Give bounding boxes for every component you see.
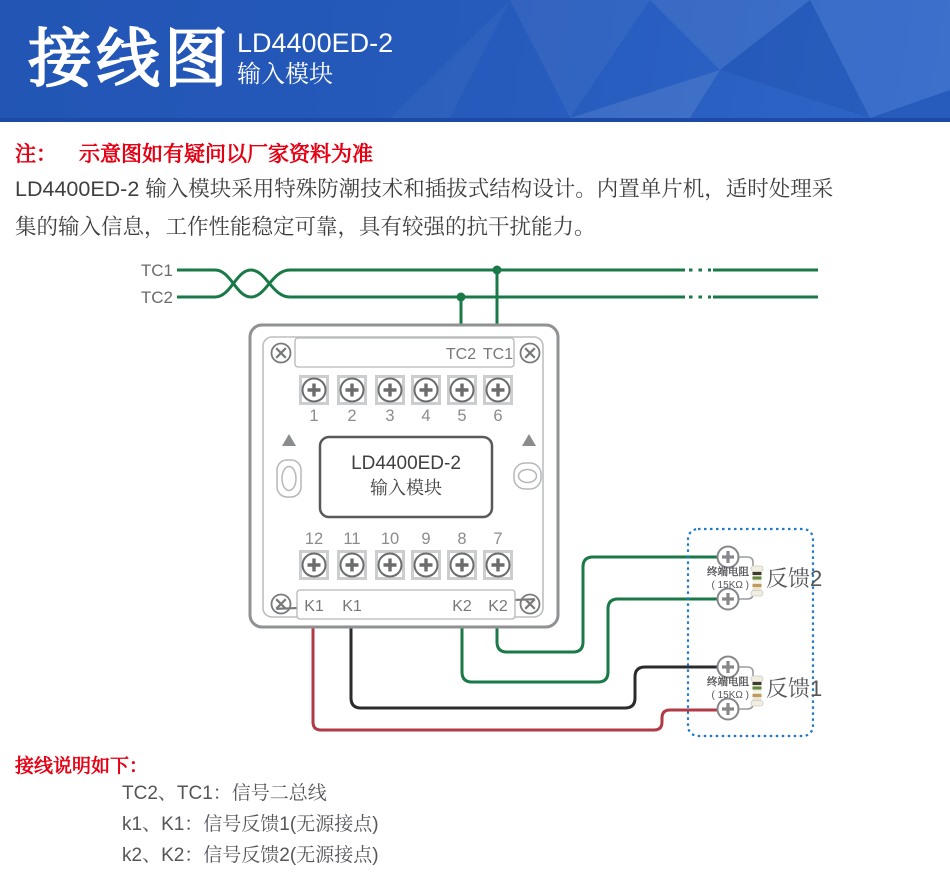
strip-label-tc1: TC1 xyxy=(482,346,514,363)
legend-item-k2: k2、K2：信号反馈2(无源接点) xyxy=(122,845,379,866)
warning-note xyxy=(15,138,373,168)
bus-line1-label: TC1 xyxy=(140,261,173,280)
svg-text:3: 3 xyxy=(385,407,395,425)
svg-text:11: 11 xyxy=(343,530,361,548)
header-subtitle-block xyxy=(237,27,393,90)
top-terminal-strip xyxy=(295,338,514,367)
resistor-icon xyxy=(751,676,763,706)
note-text: 示意图如有疑问以厂家资料为准 xyxy=(79,143,373,166)
legend-item-bus: TC2、TC1：信号二总线 xyxy=(122,783,327,804)
module-type-label: 输入模块 xyxy=(237,61,333,88)
description-line-1: LD4400ED-2 输入模块采用特殊防潮技术和插拔式结构设计。内置单片机，适时处理采 xyxy=(15,177,834,201)
header-polygon-decoration xyxy=(390,0,950,118)
page-header xyxy=(0,0,950,122)
legend-item-k1: k1、K1：信号反馈1(无源接点) xyxy=(122,814,379,835)
svg-text:1: 1 xyxy=(309,407,319,425)
svg-text:K2: K2 xyxy=(488,598,508,615)
svg-text:K1: K1 xyxy=(342,598,362,615)
wire-k1-feedback1-bottom xyxy=(313,627,717,730)
signal-bus-lines xyxy=(177,270,818,325)
svg-text:8: 8 xyxy=(457,530,467,548)
terminal-screw-icon xyxy=(718,547,739,610)
resistor-value: ( 15KΩ ) xyxy=(711,690,749,701)
module-nameplate xyxy=(320,437,492,517)
svg-text:2: 2 xyxy=(347,407,357,425)
description-paragraph xyxy=(15,170,935,246)
resistor-value: ( 15KΩ ) xyxy=(711,580,749,591)
svg-text:4: 4 xyxy=(421,407,431,425)
resistor-label: 终端电阻 xyxy=(707,566,749,578)
resistor-icon xyxy=(751,566,763,596)
nameplate-type: 输入模块 xyxy=(370,478,442,498)
svg-text:K1: K1 xyxy=(304,598,324,615)
bottom-terminal-strip xyxy=(297,590,515,619)
feedback2-label: 反馈2 xyxy=(766,566,823,591)
resistor-label: 终端电阻 xyxy=(707,676,749,688)
legend-list xyxy=(122,778,379,871)
svg-text:5: 5 xyxy=(457,407,467,425)
feedback-group-box xyxy=(688,529,813,736)
svg-text:10: 10 xyxy=(380,530,400,548)
wiring-diagram xyxy=(0,255,950,747)
terminal-screw-icon xyxy=(718,657,739,720)
svg-text:K2: K2 xyxy=(452,598,472,615)
description-line-2: 集的输入信息，工作性能稳定可靠，具有较强的抗干扰能力。 xyxy=(15,215,596,239)
legend-heading: 接线说明如下： xyxy=(15,756,149,777)
input-module xyxy=(250,325,558,627)
svg-text:7: 7 xyxy=(493,530,503,548)
svg-text:12: 12 xyxy=(304,530,324,548)
feedback-circuit-1 xyxy=(707,657,822,720)
feedback-circuit-2 xyxy=(707,547,822,610)
feedback1-label: 反馈1 xyxy=(766,676,823,701)
model-number: LD4400ED-2 xyxy=(237,28,394,58)
nameplate-model: LD4400ED-2 xyxy=(351,453,461,474)
svg-text:9: 9 xyxy=(421,530,431,548)
note-label: 注： xyxy=(15,143,57,166)
bus-line2-label: TC2 xyxy=(140,288,173,307)
page-title: 接线图 xyxy=(28,23,232,95)
wire-k1-feedback1-top xyxy=(351,627,717,708)
svg-text:6: 6 xyxy=(493,407,503,425)
strip-label-tc2: TC2 xyxy=(445,346,477,363)
